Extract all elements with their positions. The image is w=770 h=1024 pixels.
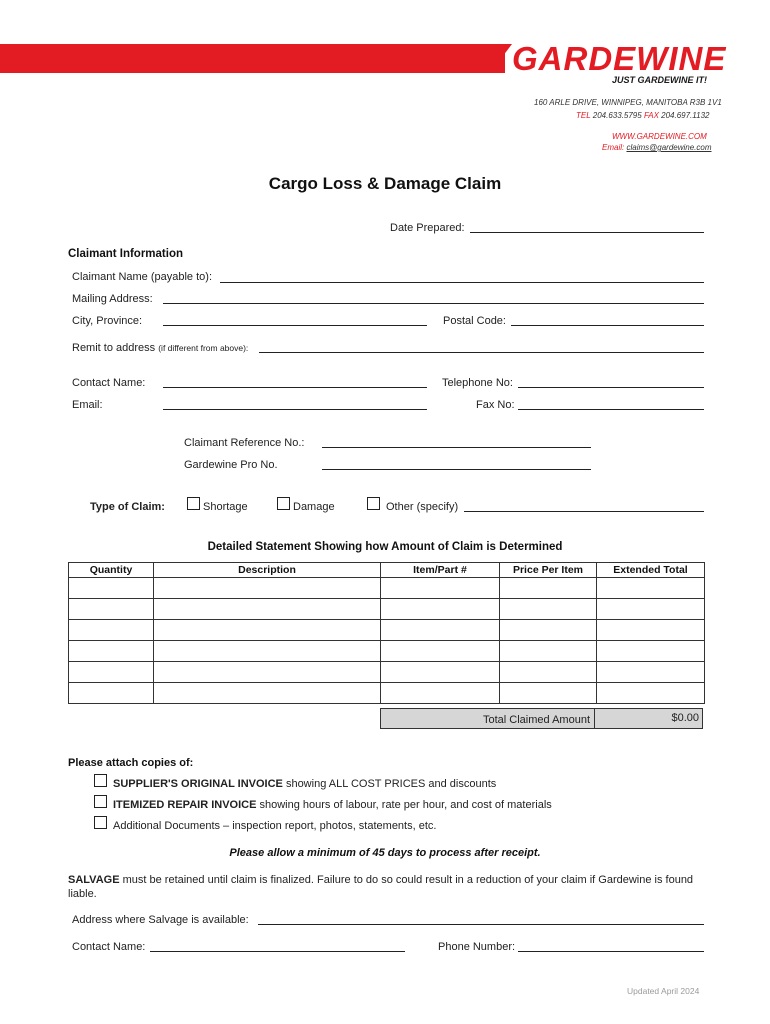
date-prepared-field[interactable] [470,232,704,233]
supplier-invoice-text: showing ALL COST PRICES and discounts [282,778,497,790]
total-claimed-value: $0.00 [671,712,699,724]
cell-item-part[interactable] [381,599,500,620]
cell-item-part[interactable] [381,683,500,704]
table-row [69,683,705,704]
remit-address-label [72,342,248,354]
cell-extended-total[interactable] [597,578,705,599]
cell-extended-total[interactable] [597,641,705,662]
postal-code-label: Postal Code: [443,315,506,327]
repair-invoice-item [113,799,552,811]
company-address: 160 ARLE DRIVE, WINNIPEG, MANITOBA R3B 1V1 [534,98,722,107]
supplier-invoice-checkbox[interactable] [94,774,107,787]
cell-description[interactable] [154,662,381,683]
other-specify-field[interactable] [464,511,704,512]
fax-field[interactable] [518,409,704,410]
other-option-label: Other (specify) [386,501,459,513]
cell-item-part[interactable] [381,578,500,599]
table-row [69,662,705,683]
cell-quantity[interactable] [69,599,154,620]
cell-extended-total[interactable] [597,599,705,620]
cell-quantity[interactable] [69,641,154,662]
cell-description[interactable] [154,683,381,704]
salvage-contact-label: Contact Name: [72,941,146,953]
supplier-invoice-bold: SUPPLIER'S ORIGINAL INVOICE [113,778,283,790]
cell-price-per-item[interactable] [500,620,597,641]
cell-price-per-item[interactable] [500,662,597,683]
salvage-paragraph [68,873,696,901]
claimant-reference-label: Claimant Reference No.: [184,437,305,449]
tel-label: TEL [576,111,591,120]
total-claimed-label-cell [380,708,595,729]
cell-item-part[interactable] [381,641,500,662]
processing-notice: Please allow a minimum of 45 days to process after receipt. [229,847,541,859]
email-field-label: Email: [72,399,103,411]
column-header-extended-total: Extended Total [597,563,705,578]
company-email-link[interactable]: claims@gardewine.com [626,143,712,152]
claim-type-label: Type of Claim: [90,501,165,513]
salvage-phone-label: Phone Number: [438,941,516,953]
cell-description[interactable] [154,620,381,641]
email-label: Email: [602,143,625,152]
cell-price-per-item[interactable] [500,599,597,620]
company-tagline: JUST GARDEWINE IT! [612,75,708,85]
fax-field-label: Fax No: [476,399,515,411]
company-website[interactable]: WWW.GARDEWINE.COM [612,132,707,141]
column-header-price-per-item: Price Per Item [500,563,597,578]
additional-docs-item: Additional Documents – inspection report, photos, statements, etc. [113,820,437,832]
telephone-field[interactable] [518,387,704,388]
company-logo: GARDEWINE [512,40,727,77]
cell-price-per-item[interactable] [500,683,597,704]
table-row [69,641,705,662]
cell-quantity[interactable] [69,578,154,599]
cell-description[interactable] [154,578,381,599]
pro-number-label: Gardewine Pro No. [184,459,278,471]
table-header-row [69,563,705,578]
cell-price-per-item[interactable] [500,641,597,662]
cell-description[interactable] [154,599,381,620]
additional-docs-checkbox[interactable] [94,816,107,829]
claimant-section-heading: Claimant Information [68,248,184,260]
cell-quantity[interactable] [69,683,154,704]
attachments-heading: Please attach copies of: [68,757,194,769]
cell-item-part[interactable] [381,662,500,683]
cell-description[interactable] [154,641,381,662]
shortage-option-label: Shortage [203,501,248,513]
table-row [69,620,705,641]
other-checkbox[interactable] [367,497,380,510]
salvage-contact-field[interactable] [150,951,405,952]
cell-extended-total[interactable] [597,620,705,641]
tel-value: 204.633.5795 [592,111,642,120]
table-body [69,578,705,704]
table-row [69,578,705,599]
shortage-checkbox[interactable] [187,497,200,510]
damage-option-label: Damage [293,501,335,513]
remit-address-field[interactable] [259,352,704,353]
cell-quantity[interactable] [69,662,154,683]
header-red-band [0,44,505,73]
updated-date: Updated April 2024 [627,986,700,996]
page-title: Cargo Loss & Damage Claim [268,174,502,193]
cell-item-part[interactable] [381,620,500,641]
repair-invoice-text: showing hours of labour, rate per hour, and cost of materials [256,799,552,811]
column-header-item-part: Item/Part # [381,563,500,578]
remit-address-label-text: Remit to address [72,342,156,354]
salvage-text: must be retained until claim is finalized. Failure to do so could result in a reduction of your claim if Gardewine is found liable. [68,874,694,900]
cell-price-per-item[interactable] [500,578,597,599]
salvage-address-field[interactable] [258,924,704,925]
cell-extended-total[interactable] [597,683,705,704]
mailing-address-label: Mailing Address: [72,293,153,305]
mailing-address-field[interactable] [163,303,704,304]
cell-extended-total[interactable] [597,662,705,683]
repair-invoice-checkbox[interactable] [94,795,107,808]
contact-name-label: Contact Name: [72,377,146,389]
fax-label: FAX [643,111,659,120]
damage-checkbox[interactable] [277,497,290,510]
salvage-bold: SALVAGE [68,874,120,886]
fax-value: 204.697.1132 [661,111,710,120]
claimant-name-field[interactable] [220,282,704,283]
company-email-line [602,143,712,152]
salvage-address-label: Address where Salvage is available: [72,914,249,926]
repair-invoice-bold: ITEMIZED REPAIR INVOICE [113,799,257,811]
city-province-label: City, Province: [72,315,143,327]
total-claimed-value-cell [594,708,703,729]
claimant-name-label: Claimant Name (payable to): [72,271,213,283]
statement-heading: Detailed Statement Showing how Amount of Claim is Determined [207,541,563,553]
total-claimed-label: Total Claimed Amount [483,714,590,726]
date-prepared-label: Date Prepared: [390,222,465,234]
cell-quantity[interactable] [69,620,154,641]
column-header-description: Description [154,563,381,578]
claim-items-table [68,562,705,704]
remit-address-note: (if different from above): [158,343,249,353]
contact-name-field[interactable] [163,387,427,388]
table-row [69,599,705,620]
postal-code-field[interactable] [511,325,704,326]
claimant-reference-field[interactable] [322,447,591,448]
header-red-band-edge [490,44,512,73]
city-province-field[interactable] [163,325,427,326]
column-header-quantity: Quantity [69,563,154,578]
company-phone-line [576,111,709,120]
email-field[interactable] [163,409,427,410]
telephone-label: Telephone No: [442,377,513,389]
pro-number-field[interactable] [322,469,591,470]
salvage-phone-field[interactable] [518,951,704,952]
supplier-invoice-item [113,778,496,790]
